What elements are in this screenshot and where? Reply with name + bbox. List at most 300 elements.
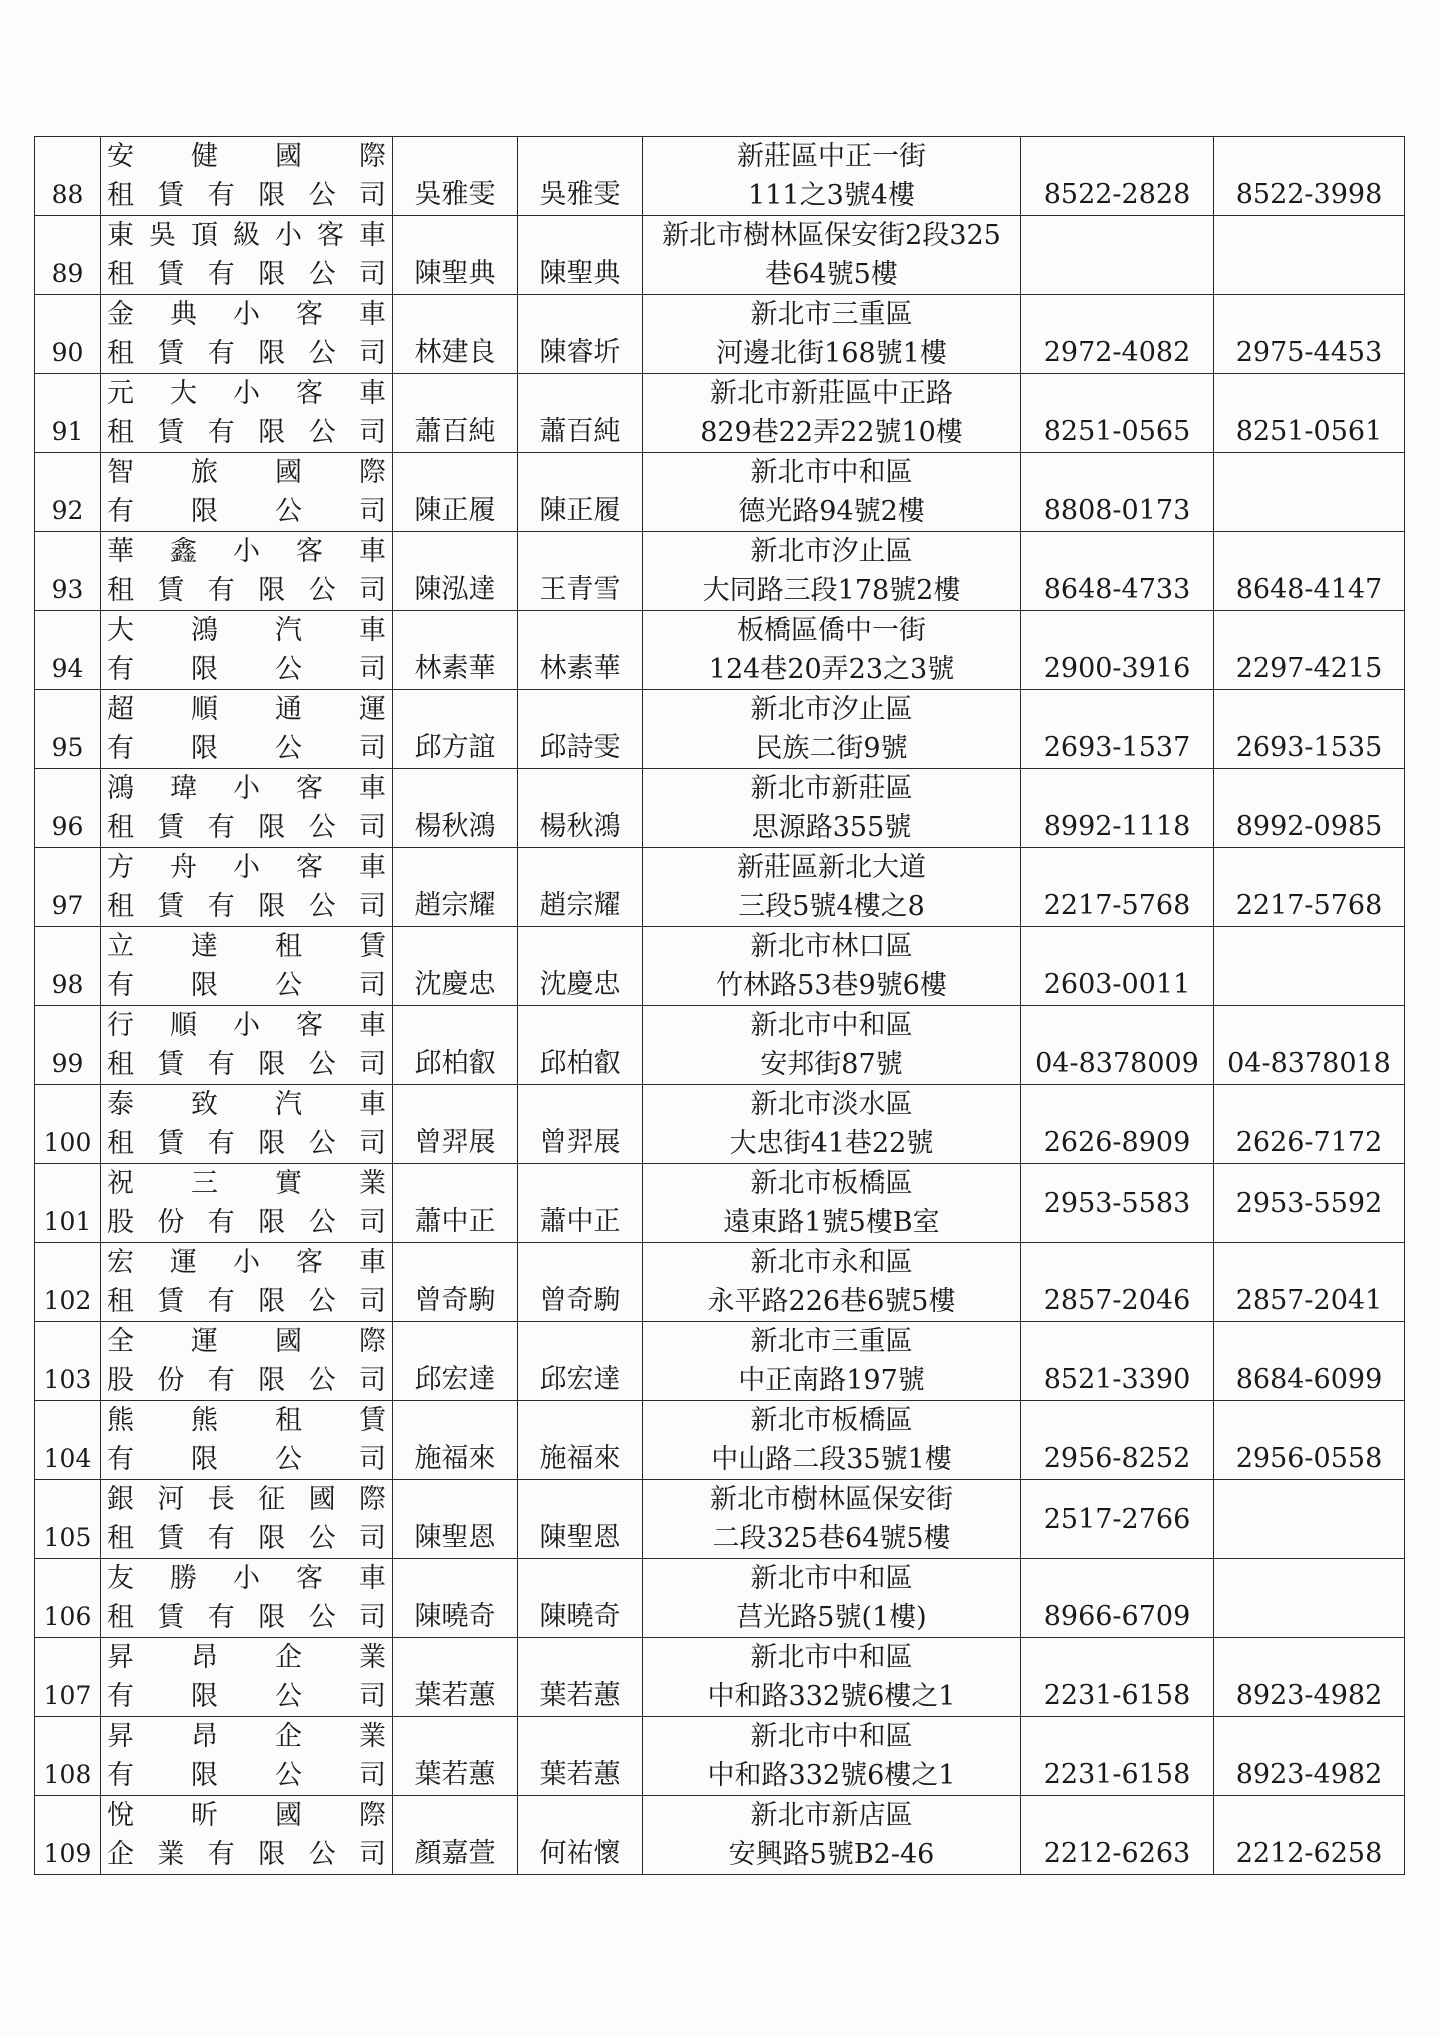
address-line-2: 二段325巷64號5樓 <box>712 1523 951 1554</box>
company-name-line-2: 租賃有限公司 <box>107 1128 386 1159</box>
fax-cell <box>1214 1006 1405 1085</box>
representative-name: 葉若蕙 <box>539 1759 621 1790</box>
owner-name: 林建良 <box>414 337 496 368</box>
owner-cell <box>393 769 518 848</box>
company-name-cell <box>101 453 393 532</box>
row-number-cell <box>35 295 101 374</box>
row-number: 106 <box>43 1602 92 1631</box>
fax-number: 2857-2041 <box>1235 1285 1383 1316</box>
row-number-cell <box>35 374 101 453</box>
company-name-line-1: 超順通運 <box>107 694 386 725</box>
table-row <box>35 1717 1405 1796</box>
owner-name: 曾奇駒 <box>414 1285 496 1316</box>
owner-cell <box>393 611 518 690</box>
representative-name: 沈慶忠 <box>539 969 621 1000</box>
address-line-1: 新北市中和區 <box>750 1563 913 1594</box>
fax-cell <box>1214 1717 1405 1796</box>
address-line-2: 安邦街87號 <box>760 1049 903 1080</box>
row-number-cell <box>35 1401 101 1480</box>
representative-cell <box>518 927 643 1006</box>
address-cell <box>643 216 1021 295</box>
company-name-cell <box>101 1322 393 1401</box>
telephone-cell <box>1021 1243 1214 1322</box>
address-line-1: 新北市新莊區中正路 <box>710 378 953 409</box>
table-row <box>35 1638 1405 1717</box>
representative-cell <box>518 1085 643 1164</box>
table-row <box>35 216 1405 295</box>
address-line-1: 新莊區中正一街 <box>737 141 926 172</box>
company-name-line-2: 租賃有限公司 <box>107 417 386 448</box>
owner-name: 陳聖典 <box>414 258 496 289</box>
fax-cell <box>1214 1638 1405 1717</box>
company-name-line-1: 泰致汽車 <box>107 1089 386 1120</box>
telephone-cell <box>1021 1006 1214 1085</box>
representative-cell <box>518 1164 643 1243</box>
table-row <box>35 1243 1405 1322</box>
representative-cell <box>518 295 643 374</box>
representative-cell <box>518 374 643 453</box>
company-name-cell <box>101 1796 393 1875</box>
owner-cell <box>393 1717 518 1796</box>
owner-name: 陳聖恩 <box>414 1522 496 1553</box>
company-name-line-1: 昇昂企業 <box>107 1721 386 1752</box>
company-name-line-1: 東吳頂級小客車 <box>107 220 386 251</box>
row-number: 100 <box>43 1128 92 1157</box>
owner-cell <box>393 1401 518 1480</box>
address-line-2: 安興路5號B2-46 <box>728 1839 935 1870</box>
fax-number: 2217-5768 <box>1235 890 1383 921</box>
company-name-cell <box>101 374 393 453</box>
owner-cell <box>393 1638 518 1717</box>
representative-name: 蕭百純 <box>539 416 621 447</box>
fax-cell <box>1214 1480 1405 1559</box>
representative-name: 曾奇駒 <box>539 1285 621 1316</box>
telephone-cell <box>1021 532 1214 611</box>
address-line-1: 新北市三重區 <box>750 1326 913 1357</box>
company-name-cell <box>101 927 393 1006</box>
owner-cell <box>393 1085 518 1164</box>
table-row <box>35 1322 1405 1401</box>
row-number-cell <box>35 1796 101 1875</box>
company-name-line-2: 租賃有限公司 <box>107 338 386 369</box>
telephone-number: 2231-6158 <box>1043 1759 1191 1790</box>
company-name-line-1: 元大小客車 <box>107 378 386 409</box>
representative-name: 蕭中正 <box>539 1206 621 1237</box>
telephone-number: 8992-1118 <box>1043 811 1191 842</box>
address-line-2: 竹林路53巷9號6樓 <box>716 970 947 1001</box>
address-cell <box>643 1638 1021 1717</box>
representative-name: 楊秋鴻 <box>539 811 621 842</box>
representative-cell <box>518 769 643 848</box>
row-number: 107 <box>43 1681 92 1710</box>
address-cell <box>643 374 1021 453</box>
address-line-2: 大忠街41巷22號 <box>729 1128 934 1159</box>
address-line-1: 新北市汐止區 <box>750 694 913 725</box>
address-line-1: 新北市板橋區 <box>750 1168 913 1199</box>
address-cell <box>643 1006 1021 1085</box>
owner-name: 蕭百純 <box>414 416 496 447</box>
fax-cell <box>1214 769 1405 848</box>
company-name-cell <box>101 1480 393 1559</box>
company-name-line-1: 祝三實業 <box>107 1168 386 1199</box>
address-cell <box>643 1480 1021 1559</box>
address-line-1: 新莊區新北大道 <box>737 852 926 883</box>
representative-cell <box>518 1243 643 1322</box>
fax-number: 8923-4982 <box>1235 1680 1383 1711</box>
telephone-cell <box>1021 1322 1214 1401</box>
representative-cell <box>518 216 643 295</box>
telephone-cell <box>1021 927 1214 1006</box>
representative-cell <box>518 1717 643 1796</box>
representative-cell <box>518 611 643 690</box>
owner-cell <box>393 690 518 769</box>
company-name-line-1: 行順小客車 <box>107 1010 386 1041</box>
row-number: 99 <box>51 1049 84 1078</box>
row-number: 91 <box>51 417 84 446</box>
owner-name: 邱宏達 <box>414 1364 496 1395</box>
owner-cell <box>393 1164 518 1243</box>
telephone-cell <box>1021 1401 1214 1480</box>
representative-name: 葉若蕙 <box>539 1680 621 1711</box>
representative-name: 邱宏達 <box>539 1364 621 1395</box>
row-number-cell <box>35 1006 101 1085</box>
row-number: 102 <box>43 1286 92 1315</box>
address-line-2: 中山路二段35號1樓 <box>711 1444 952 1475</box>
owner-name: 陳正履 <box>414 495 496 526</box>
owner-name: 沈慶忠 <box>414 969 496 1000</box>
company-name-line-1: 方舟小客車 <box>107 852 386 883</box>
fax-cell <box>1214 848 1405 927</box>
row-number-cell <box>35 1717 101 1796</box>
owner-cell <box>393 216 518 295</box>
address-cell <box>643 295 1021 374</box>
representative-cell <box>518 1322 643 1401</box>
company-name-line-2: 租賃有限公司 <box>107 259 386 290</box>
company-name-line-1: 華鑫小客車 <box>107 536 386 567</box>
address-cell <box>643 1243 1021 1322</box>
address-line-2: 遠東路1號5樓B室 <box>723 1207 940 1238</box>
address-line-2: 民族二街9號 <box>755 733 908 764</box>
row-number-cell <box>35 769 101 848</box>
owner-cell <box>393 1006 518 1085</box>
company-name-cell <box>101 611 393 690</box>
telephone-number: 8522-2828 <box>1043 179 1191 210</box>
telephone-number: 8251-0565 <box>1043 416 1191 447</box>
telephone-cell <box>1021 769 1214 848</box>
representative-cell <box>518 1480 643 1559</box>
address-line-1: 新北市三重區 <box>750 299 913 330</box>
row-number: 89 <box>51 259 84 288</box>
fax-cell <box>1214 1085 1405 1164</box>
representative-name: 王青雪 <box>539 574 621 605</box>
address-cell <box>643 1717 1021 1796</box>
table-row <box>35 690 1405 769</box>
address-line-2: 思源路355號 <box>751 812 912 843</box>
row-number-cell <box>35 1638 101 1717</box>
fax-cell <box>1214 927 1405 1006</box>
company-name-cell <box>101 216 393 295</box>
representative-cell <box>518 453 643 532</box>
company-name-line-2: 企業有限公司 <box>107 1839 386 1870</box>
table-body <box>35 137 1405 1875</box>
owner-cell <box>393 1243 518 1322</box>
telephone-number: 2212-6263 <box>1043 1838 1191 1869</box>
fax-number: 8923-4982 <box>1235 1759 1383 1790</box>
telephone-cell <box>1021 137 1214 216</box>
fax-number: 8648-4147 <box>1235 574 1383 605</box>
table-row <box>35 1480 1405 1559</box>
company-name-cell <box>101 1638 393 1717</box>
owner-name: 吳雅雯 <box>414 179 496 210</box>
owner-name: 葉若蕙 <box>414 1680 496 1711</box>
company-name-line-2: 有限公司 <box>107 1444 386 1475</box>
owner-name: 曾羿展 <box>414 1127 496 1158</box>
fax-cell <box>1214 453 1405 532</box>
row-number-cell <box>35 216 101 295</box>
table-row <box>35 611 1405 690</box>
row-number: 92 <box>51 496 84 525</box>
fax-cell <box>1214 1164 1405 1243</box>
representative-cell <box>518 1796 643 1875</box>
company-name-line-1: 智旅國際 <box>107 457 386 488</box>
row-number: 105 <box>43 1523 92 1552</box>
address-line-2: 中正南路197號 <box>738 1365 925 1396</box>
company-name-line-2: 租賃有限公司 <box>107 1286 386 1317</box>
telephone-number: 2517-2766 <box>1043 1503 1191 1535</box>
owner-cell <box>393 927 518 1006</box>
telephone-number: 2626-8909 <box>1043 1127 1191 1158</box>
address-line-2: 中和路332號6樓之1 <box>707 1760 956 1791</box>
row-number-cell <box>35 1164 101 1243</box>
telephone-number: 8648-4733 <box>1043 574 1191 605</box>
company-name-cell <box>101 532 393 611</box>
company-name-line-1: 宏運小客車 <box>107 1247 386 1278</box>
company-name-cell <box>101 1559 393 1638</box>
row-number-cell <box>35 611 101 690</box>
fax-number: 2212-6258 <box>1235 1838 1383 1869</box>
row-number-cell <box>35 1480 101 1559</box>
owner-cell <box>393 137 518 216</box>
owner-name: 林素華 <box>414 653 496 684</box>
table-row <box>35 453 1405 532</box>
representative-cell <box>518 137 643 216</box>
table-row <box>35 532 1405 611</box>
representative-cell <box>518 1401 643 1480</box>
company-name-cell <box>101 690 393 769</box>
telephone-number: 8808-0173 <box>1043 495 1191 526</box>
address-cell <box>643 769 1021 848</box>
company-name-line-2: 租賃有限公司 <box>107 1602 386 1633</box>
company-name-line-2: 有限公司 <box>107 733 386 764</box>
address-line-1: 新北市新店區 <box>750 1800 913 1831</box>
table-row <box>35 927 1405 1006</box>
row-number: 104 <box>43 1444 92 1473</box>
representative-cell <box>518 1006 643 1085</box>
representative-cell <box>518 532 643 611</box>
representative-name: 吳雅雯 <box>539 179 621 210</box>
company-name-line-1: 全運國際 <box>107 1326 386 1357</box>
telephone-number: 8966-6709 <box>1043 1601 1191 1632</box>
row-number-cell <box>35 532 101 611</box>
company-name-line-1: 悅昕國際 <box>107 1800 386 1831</box>
owner-cell <box>393 295 518 374</box>
company-name-line-2: 租賃有限公司 <box>107 1523 386 1554</box>
fax-number: 2956-0558 <box>1235 1443 1383 1474</box>
telephone-number: 2972-4082 <box>1043 337 1191 368</box>
telephone-cell <box>1021 1085 1214 1164</box>
row-number: 95 <box>51 733 84 762</box>
company-name-line-2: 有限公司 <box>107 1760 386 1791</box>
table-row <box>35 848 1405 927</box>
representative-name: 陳聖典 <box>539 258 621 289</box>
company-name-line-1: 金典小客車 <box>107 299 386 330</box>
company-name-cell <box>101 769 393 848</box>
fax-number: 2975-4453 <box>1235 337 1383 368</box>
address-line-1: 新北市樹林區保安街 <box>710 1484 953 1515</box>
representative-name: 陳睿圻 <box>539 337 621 368</box>
address-line-1: 新北市樹林區保安街2段325 <box>662 220 1001 251</box>
representative-name: 何祐懷 <box>539 1838 621 1869</box>
fax-number: 2693-1535 <box>1235 732 1383 763</box>
row-number-cell <box>35 137 101 216</box>
address-line-2: 111之3號4樓 <box>748 180 915 211</box>
address-line-1: 新北市中和區 <box>750 457 913 488</box>
address-cell <box>643 1401 1021 1480</box>
company-name-line-2: 租賃有限公司 <box>107 575 386 606</box>
address-line-1: 新北市中和區 <box>750 1721 913 1752</box>
company-name-line-2: 股份有限公司 <box>107 1207 386 1238</box>
owner-cell <box>393 532 518 611</box>
company-name-cell <box>101 1164 393 1243</box>
fax-number: 8522-3998 <box>1235 179 1383 210</box>
fax-cell <box>1214 137 1405 216</box>
address-line-2: 829巷22弄22號10樓 <box>700 417 963 448</box>
fax-cell <box>1214 1796 1405 1875</box>
row-number: 88 <box>51 180 84 209</box>
telephone-cell <box>1021 690 1214 769</box>
representative-name: 陳聖恩 <box>539 1522 621 1553</box>
table-row <box>35 1006 1405 1085</box>
row-number: 98 <box>51 970 84 999</box>
company-name-cell <box>101 1243 393 1322</box>
address-line-2: 河邊北街168號1樓 <box>716 338 947 369</box>
representative-name: 林素華 <box>539 653 621 684</box>
owner-name: 陳泓達 <box>414 574 496 605</box>
company-name-cell <box>101 137 393 216</box>
address-line-2: 中和路332號6樓之1 <box>707 1681 956 1712</box>
address-line-1: 新北市中和區 <box>750 1010 913 1041</box>
fax-number: 2626-7172 <box>1235 1127 1383 1158</box>
owner-cell <box>393 374 518 453</box>
telephone-number: 2956-8252 <box>1043 1443 1191 1474</box>
fax-number: 8251-0561 <box>1235 416 1383 447</box>
telephone-cell <box>1021 1638 1214 1717</box>
row-number: 103 <box>43 1365 92 1394</box>
fax-number: 2297-4215 <box>1235 653 1383 684</box>
address-cell <box>643 1085 1021 1164</box>
address-line-2: 德光路94號2樓 <box>738 496 925 527</box>
address-cell <box>643 1559 1021 1638</box>
telephone-cell <box>1021 453 1214 532</box>
representative-cell <box>518 1638 643 1717</box>
address-cell <box>643 1322 1021 1401</box>
owner-name: 邱柏叡 <box>414 1048 496 1079</box>
fax-cell <box>1214 374 1405 453</box>
row-number-cell <box>35 453 101 532</box>
owner-name: 楊秋鴻 <box>414 811 496 842</box>
representative-cell <box>518 1559 643 1638</box>
company-name-line-2: 有限公司 <box>107 496 386 527</box>
fax-cell <box>1214 690 1405 769</box>
table-row <box>35 295 1405 374</box>
owner-cell <box>393 1559 518 1638</box>
company-name-cell <box>101 1717 393 1796</box>
telephone-cell <box>1021 1480 1214 1559</box>
address-line-2: 大同路三段178號2樓 <box>702 575 961 606</box>
owner-cell <box>393 1480 518 1559</box>
row-number-cell <box>35 1559 101 1638</box>
telephone-number: 2900-3916 <box>1043 653 1191 684</box>
row-number: 97 <box>51 891 84 920</box>
row-number: 93 <box>51 575 84 604</box>
company-name-line-2: 有限公司 <box>107 654 386 685</box>
row-number: 96 <box>51 812 84 841</box>
owner-name: 邱方誼 <box>414 732 496 763</box>
company-name-line-2: 有限公司 <box>107 970 386 1001</box>
representative-name: 陳正履 <box>539 495 621 526</box>
owner-name: 葉若蕙 <box>414 1759 496 1790</box>
company-name-line-1: 大鴻汽車 <box>107 615 386 646</box>
fax-cell <box>1214 1322 1405 1401</box>
representative-name: 邱詩雯 <box>539 732 621 763</box>
telephone-number: 2231-6158 <box>1043 1680 1191 1711</box>
company-name-line-2: 有限公司 <box>107 1681 386 1712</box>
company-registry-table <box>34 136 1405 1875</box>
address-line-2: 永平路226巷6號5樓 <box>707 1286 956 1317</box>
address-line-1: 新北市中和區 <box>750 1642 913 1673</box>
address-cell <box>643 137 1021 216</box>
company-name-cell <box>101 1085 393 1164</box>
company-name-line-1: 昇昂企業 <box>107 1642 386 1673</box>
table-row <box>35 374 1405 453</box>
address-cell <box>643 848 1021 927</box>
telephone-number: 2217-5768 <box>1043 890 1191 921</box>
representative-name: 曾羿展 <box>539 1127 621 1158</box>
address-cell <box>643 453 1021 532</box>
table-row <box>35 1559 1405 1638</box>
company-name-cell <box>101 1401 393 1480</box>
fax-number: 04-8378018 <box>1227 1048 1391 1079</box>
row-number-cell <box>35 690 101 769</box>
company-name-line-2: 租賃有限公司 <box>107 180 386 211</box>
owner-cell <box>393 453 518 532</box>
fax-cell <box>1214 611 1405 690</box>
representative-name: 趙宗耀 <box>539 890 621 921</box>
telephone-cell <box>1021 848 1214 927</box>
company-name-line-2: 股份有限公司 <box>107 1365 386 1396</box>
company-name-line-2: 租賃有限公司 <box>107 812 386 843</box>
fax-number: 8684-6099 <box>1235 1364 1383 1395</box>
company-name-cell <box>101 295 393 374</box>
row-number: 101 <box>43 1207 92 1236</box>
telephone-cell <box>1021 1796 1214 1875</box>
representative-name: 施福來 <box>539 1443 621 1474</box>
representative-cell <box>518 690 643 769</box>
address-cell <box>643 927 1021 1006</box>
table-row <box>35 769 1405 848</box>
row-number-cell <box>35 1322 101 1401</box>
row-number-cell <box>35 1085 101 1164</box>
